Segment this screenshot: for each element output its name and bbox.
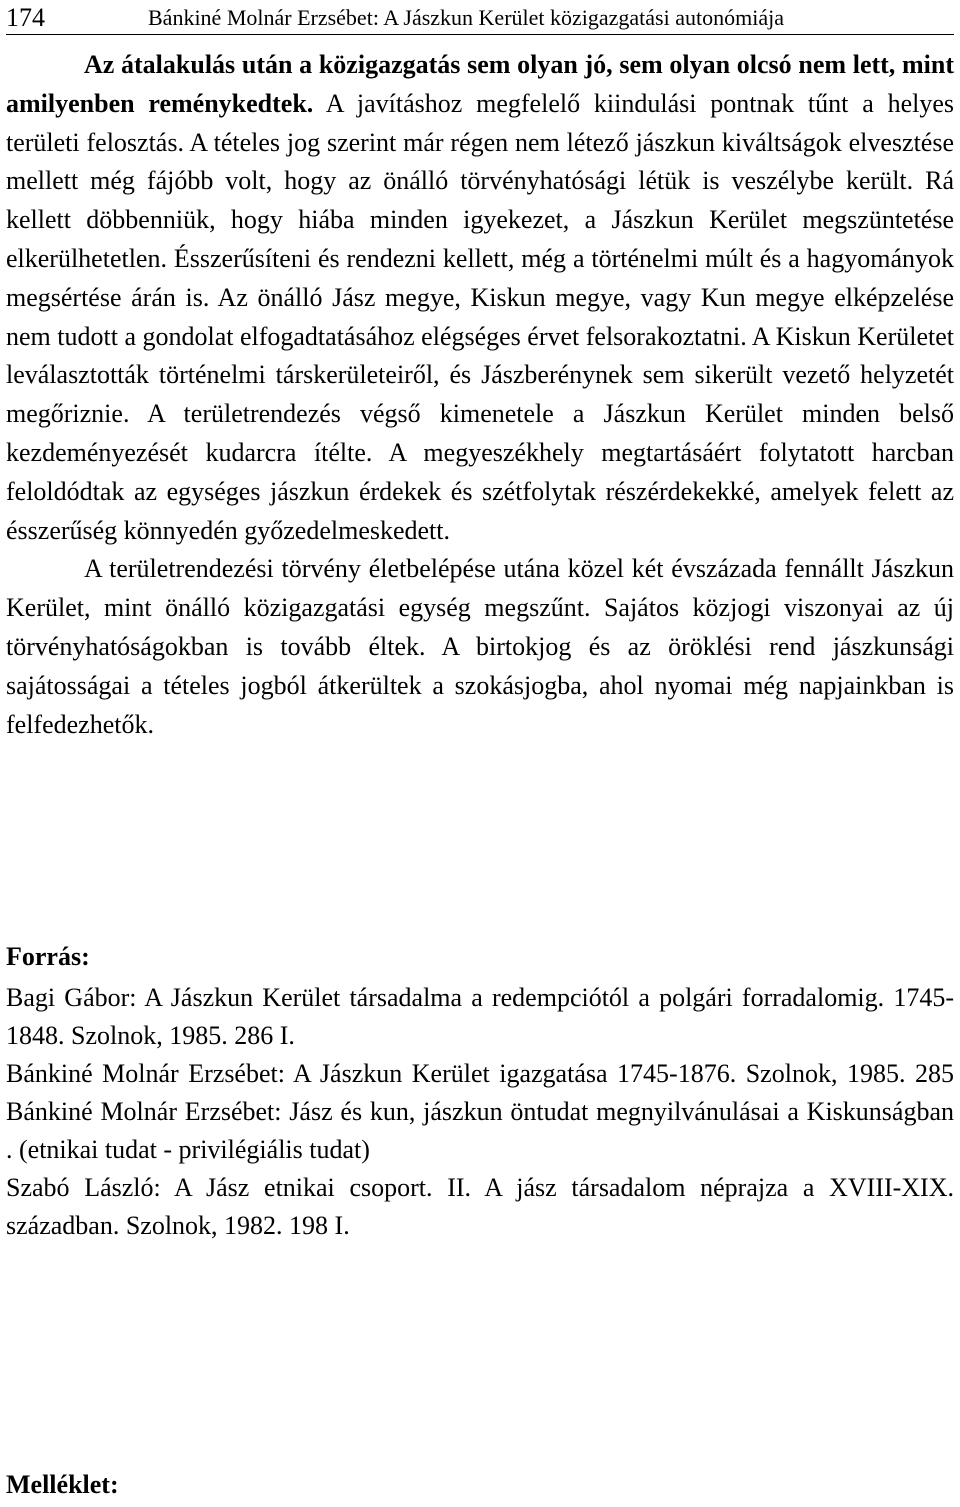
running-title: Bánkiné Molnár Erzsébet: A Jászkun Kerület közigazgatási autonómiája <box>148 5 784 30</box>
source-entry: Szabó László: A Jász etnikai csoport. II. A jász társadalom néprajza a XVIII-XIX. században. Szolnok, 1982. 198 I. <box>6 1173 954 1240</box>
sources-section <box>6 935 954 1245</box>
sources-heading: Forrás: <box>6 942 90 971</box>
appendix-heading: Melléklet: <box>6 1470 119 1499</box>
source-entry: Bagi Gábor: A Jászkun Kerület társadalma a redempciótól a polgári forradalomig. 1745-1848. Szolnok, 1985. 286 I. <box>6 983 954 1050</box>
page-header <box>6 4 954 35</box>
paragraph-2: A területrendezési törvény életbelépése utána közel két évszázada fennállt Jászkun Kerület, mint önálló közigazgatási egység megszűnt. Sajátos közjogi viszonyai az új törvényhatóságokban is tovább éltek. A birtokjog és az öröklési rend jászkunsági sajátosságai a tételes jogból átkerültek a szokásjogba, ahol nyomai még napjainkban is felfedezhetők. <box>6 554 954 739</box>
source-entry: Bánkiné Molnár Erzsébet: A Jászkun Kerület igazgatása 1745-1876. Szolnok, 1985. 285 Bánkiné Molnár Erzsébet: Jász és kun, jászkun öntudat megnyilvánulásai a Kiskunságban . (etnikai tudat - privilégiális tudat) <box>6 1059 954 1164</box>
page-number: 174 <box>6 3 45 32</box>
paragraph-1 <box>6 46 954 550</box>
paragraph-1-bold-lead: Az átalakulás után a közigazgatás sem olyan jó, sem olyan olcsó nem lett, mint amilyenben reménykedtek. <box>6 50 954 118</box>
paragraph-1-text: A javításhoz megfelelő kiindulási pontnak tűnt a helyes területi felosztás. A tételes jog szerint már régen nem létező jászkun kiváltságok elvesztése mellett még fájóbb volt, hogy az önálló törvényhatósági létük is veszélybe került. Rá kellett döbbenniük, hogy hiába minden igyekezet, a Jászkun Kerület megszüntetése elkerülhetetlen. Ésszerűsíteni és rendezni kellett, még a történelmi múlt és a hagyományok megsértése árán is. Az önálló Jász megye, Kiskun megye, vagy Kun megye elképzelése nem tudott a gondolat elfogadtatásához elégséges érvet felsorakoztatni. A Kiskun Kerületet leválasztották történelmi társkerületeiről, és Jászberénynek sem sikerült vezető helyzetét megőriznie. A területrendezés végső kimenetele a Jászkun Kerület minden belső kezdeményezését kudarcra ítélte. A megyeszékhely megtartásáért folytatott harcban feloldódtak az egységes jászkun érdekek és szétfolytak részérdekekké, amelyek felett az ésszerűség könnyedén győzedelmeskedett. <box>6 88 954 545</box>
body-text <box>6 46 954 744</box>
